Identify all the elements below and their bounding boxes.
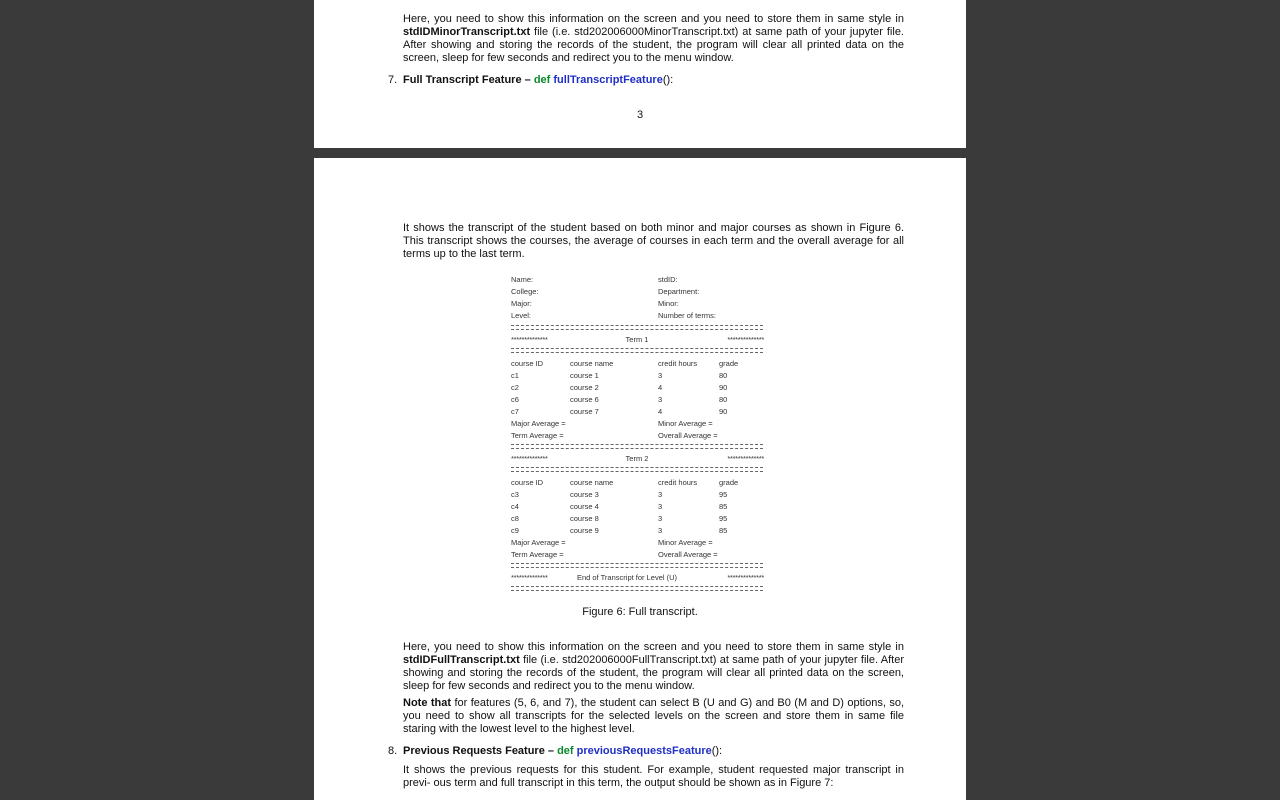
cell: c1 <box>511 371 519 380</box>
end-banner <box>511 572 764 584</box>
term-2-banner <box>511 453 764 465</box>
averages-row <box>511 537 764 549</box>
cell: c3 <box>511 490 519 499</box>
function-name: previousRequestsFeature <box>576 745 712 757</box>
previous-requests-paragraph: It shows the previous requests for this student. For example, student requested major transcript in previ- ous term and full transcript in this term, the output should be shown as in Figure 7: <box>403 764 904 789</box>
cell: c6 <box>511 395 519 404</box>
def-keyword: def <box>557 745 574 757</box>
function-parens: (): <box>711 745 723 757</box>
label-department: Department: <box>658 287 700 296</box>
averages-row <box>511 418 764 430</box>
label-major: Major: <box>511 299 532 308</box>
col-course-name: course name <box>570 478 614 487</box>
cell: c8 <box>511 514 519 523</box>
cell: 85 <box>719 502 728 511</box>
cell: 4 <box>658 383 663 392</box>
document-page-4 <box>314 158 966 800</box>
cell: 3 <box>658 514 663 523</box>
minor-transcript-paragraph <box>403 13 904 65</box>
label-number-of-terms: Number of terms: <box>658 311 716 320</box>
item-7-heading <box>388 74 908 87</box>
averages-row <box>511 430 764 442</box>
cell: 95 <box>719 514 728 523</box>
def-keyword: def <box>533 74 551 86</box>
function-name: fullTranscriptFeature <box>553 74 663 86</box>
cell: course 9 <box>570 526 599 535</box>
cell: 90 <box>719 407 728 416</box>
cell: course 3 <box>570 490 599 499</box>
cell: 90 <box>719 383 728 392</box>
table-row <box>511 525 764 537</box>
separator-line <box>511 586 763 591</box>
table-row <box>511 394 764 406</box>
cell: 3 <box>658 371 663 380</box>
header-row <box>511 298 764 310</box>
full-transcript-paragraph <box>403 641 904 693</box>
cell: 80 <box>719 395 728 404</box>
figure-caption: Figure 6: Full transcript. <box>582 606 698 618</box>
header-row <box>511 310 764 322</box>
major-average: Major Average = <box>511 538 566 547</box>
header-row <box>511 274 764 286</box>
table-row <box>511 406 764 418</box>
term-title: Term 2 <box>625 454 649 463</box>
cell: c4 <box>511 502 519 511</box>
label-college: College: <box>511 287 539 296</box>
full-transcript-figure <box>511 274 764 594</box>
table-row <box>511 501 764 513</box>
filename-bold: stdIDFullTranscript.txt <box>403 654 520 666</box>
separator-line <box>511 444 763 449</box>
col-credit-hours: credit hours <box>658 359 698 368</box>
stars-left: ************** <box>511 454 548 463</box>
stars-left: ************** <box>511 573 548 582</box>
stars-left: ************** <box>511 335 548 344</box>
cell: 95 <box>719 490 728 499</box>
end-of-transcript-text: End of Transcript for Level (U) <box>577 573 678 582</box>
item-title: Previous Requests Feature – <box>403 745 558 757</box>
col-course-id: course ID <box>511 478 544 487</box>
table-row <box>511 382 764 394</box>
cell: 3 <box>658 490 663 499</box>
table-row <box>511 489 764 501</box>
cell: 4 <box>658 407 663 416</box>
separator-line <box>511 325 763 330</box>
page-number: 3 <box>636 109 644 121</box>
cell: 3 <box>658 526 663 535</box>
cell: course 8 <box>570 514 599 523</box>
item-title: Full Transcript Feature – <box>403 74 534 86</box>
cell: c2 <box>511 383 519 392</box>
cell: c9 <box>511 526 519 535</box>
separator-line <box>511 467 763 472</box>
col-credit-hours: credit hours <box>658 478 698 487</box>
cell: 85 <box>719 526 728 535</box>
paragraph-text: Here, you need to show this information on the screen and you need to store them in same style in <box>403 13 904 25</box>
item-number: 8. <box>388 745 398 757</box>
table-row <box>511 513 764 525</box>
col-course-name: course name <box>570 359 614 368</box>
cell: course 4 <box>570 502 599 511</box>
separator-line <box>511 348 763 353</box>
intro-paragraph: It shows the transcript of the student based on both minor and major courses as shown in Figure 6. This transcript shows the courses, the average of courses in each term and the overall average for all terms up to the last term. <box>403 222 904 260</box>
overall-average: Overall Average = <box>658 431 718 440</box>
cell: 3 <box>658 395 663 404</box>
cell: course 1 <box>570 371 599 380</box>
col-grade: grade <box>719 359 739 368</box>
term-1-banner <box>511 334 764 346</box>
column-headers <box>511 477 764 489</box>
cell: course 2 <box>570 383 599 392</box>
column-headers <box>511 358 764 370</box>
paragraph-text: Here, you need to show this information on the screen and you need to store them in same style in <box>403 641 904 653</box>
paragraph-text: file (i.e. std202006000FullTranscript.txt) at same path of your jupyter file. After showing and storing the records of the student, the program will clear all printed data on the screen, sleep for few seconds and redirect you to the menu window. <box>403 654 904 692</box>
label-name: Name: <box>511 275 534 284</box>
minor-average: Minor Average = <box>658 538 713 547</box>
header-row <box>511 286 764 298</box>
note-text: for features (5, 6, and 7), the student can select B (U and G) and B0 (M and D) options, so, you need to show all transcripts for the selected levels on the screen and store them in same file staring with the lowest level to the highest level. <box>403 697 904 735</box>
term-average: Term Average = <box>511 431 564 440</box>
note-paragraph <box>403 697 904 736</box>
cell: c7 <box>511 407 519 416</box>
stars-right: ************** <box>727 454 764 463</box>
item-8-heading <box>388 745 908 758</box>
minor-average: Minor Average = <box>658 419 713 428</box>
cell: course 6 <box>570 395 599 404</box>
col-course-id: course ID <box>511 359 544 368</box>
major-average: Major Average = <box>511 419 566 428</box>
function-parens: (): <box>662 74 674 86</box>
paragraph-text: file (i.e. std202006000MinorTranscript.txt) at same path of your jupyter file. After showing and storing the records of the student, the program will clear all printed data on the screen, sleep for few seconds and redirect you to the menu window. <box>403 26 904 64</box>
term-average: Term Average = <box>511 550 564 559</box>
document-page-3 <box>314 0 966 148</box>
term-title: Term 1 <box>625 335 649 344</box>
item-number: 7. <box>388 74 398 86</box>
label-minor: Minor: <box>658 299 679 308</box>
averages-row <box>511 549 764 561</box>
table-row <box>511 370 764 382</box>
overall-average: Overall Average = <box>658 550 718 559</box>
stars-right: ************** <box>727 573 764 582</box>
note-bold: Note that <box>403 697 452 709</box>
cell: 80 <box>719 371 728 380</box>
filename-bold: stdIDMinorTranscript.txt <box>403 26 531 38</box>
cell: 3 <box>658 502 663 511</box>
stars-right: ************** <box>727 335 764 344</box>
cell: course 7 <box>570 407 599 416</box>
label-level: Level: <box>511 311 532 320</box>
label-stdid: stdID: <box>658 275 678 284</box>
separator-line <box>511 563 763 568</box>
col-grade: grade <box>719 478 739 487</box>
